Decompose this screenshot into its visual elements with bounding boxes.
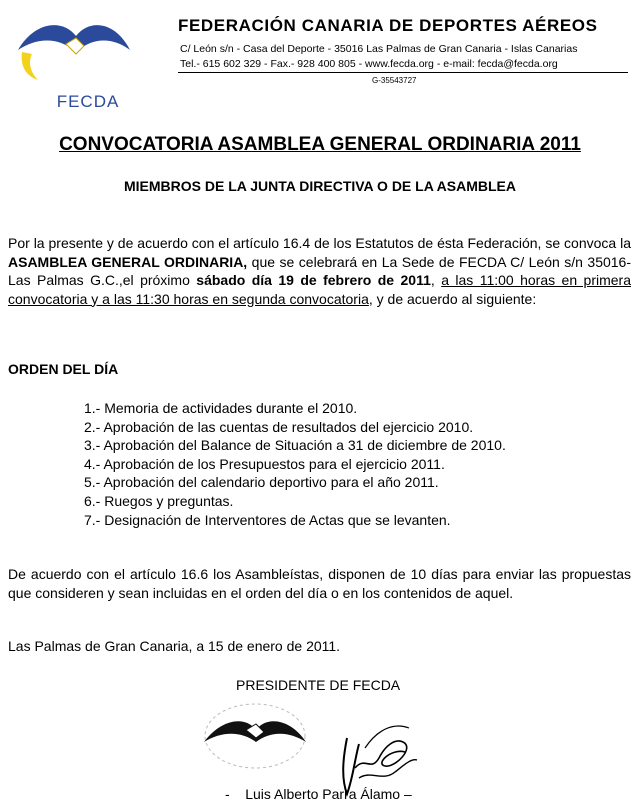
- agenda-heading: ORDEN DEL DÍA: [8, 361, 119, 377]
- fecda-logo: [14, 14, 134, 111]
- assembly-emphasis: ASAMBLEA GENERAL ORDINARIA,: [8, 253, 248, 270]
- agenda-item: 2.- Aprobación de las cuentas de resultados del ejercicio 2010.: [84, 418, 474, 435]
- place-date: Las Palmas de Gran Canaria, a 15 de enero de 2011.: [8, 638, 341, 654]
- federation-address: C/ León s/n - Casa del Deporte - 35016 Las Palmas de Gran Canaria - Islas Canarias: [180, 43, 578, 55]
- header-divider: [178, 72, 628, 73]
- agenda-item: 3.- Aprobación del Balance de Situación a 31 de diciembre de 2010.: [84, 437, 506, 454]
- agenda-item: 4.- Aprobación de los Presupuestos para el ejercicio 2011.: [84, 455, 445, 472]
- agenda-item: 6.- Ruegos y preguntas.: [84, 492, 234, 509]
- federation-contact: Tel.- 615 602 329 - Fax.- 928 400 805 - www.fecda.org - e-mail: fecda@fecda.org: [180, 58, 558, 70]
- agenda-list: [84, 399, 506, 529]
- proposals-paragraph: De acuerdo con el artículo 16.6 los Asambleístas, disponen de 10 días para enviar las propuestas que consideren y sean incluidas en el orden del día o en los contenidos de aquel.: [8, 566, 631, 601]
- agenda-item: 5.- Aprobación del calendario deportivo para el año 2011.: [84, 474, 439, 491]
- intro-paragraph: Por la presente y de acuerdo con el artículo 16.4 de los Estatutos de ésta Federación, se convoca la ASAMBLEA GENERAL ORDINARIA, que se celebrará en La Sede de FECDA C/ León s/n 35016-Las Palmas G.C.,el próximo sábado día 19 de febrero de 2011, a las 11:00 horas en primera convocatoria y a las 11:30 horas en segunda convocatoria, y de acuerdo al siguiente:: [8, 235, 632, 307]
- fecda-stamp: [200, 700, 310, 780]
- stamp-wing-icon: [200, 700, 310, 780]
- agenda-item: 7.- Designación de Interventores de Actas que se levanten.: [84, 511, 451, 528]
- agenda-item: 1.- Memoria de actividades durante el 2010.: [84, 400, 358, 416]
- schedule-underline: a las 11:00 horas en primera convocatoria y a las 11:30 horas en segunda convocatoria: [8, 272, 631, 307]
- wing-logo-icon: [14, 14, 134, 84]
- logo-text: FECDA: [56, 92, 120, 111]
- document-subtitle: MIEMBROS DE LA JUNTA DIRECTIVA O DE LA ASAMBLEA: [124, 178, 516, 194]
- federation-cif: G-35543727: [372, 76, 417, 85]
- federation-name: FEDERACIÓN CANARIA DE DEPORTES AÉREOS: [178, 16, 598, 35]
- document-title: CONVOCATORIA ASAMBLEA GENERAL ORDINARIA 2011: [59, 134, 581, 155]
- date-emphasis: sábado día 19 de febrero de 2011: [196, 272, 431, 288]
- president-label: PRESIDENTE DE FECDA: [236, 677, 401, 693]
- signer-name: - Luis Alberto Parra Álamo –: [225, 786, 412, 802]
- letterhead: [0, 0, 640, 110]
